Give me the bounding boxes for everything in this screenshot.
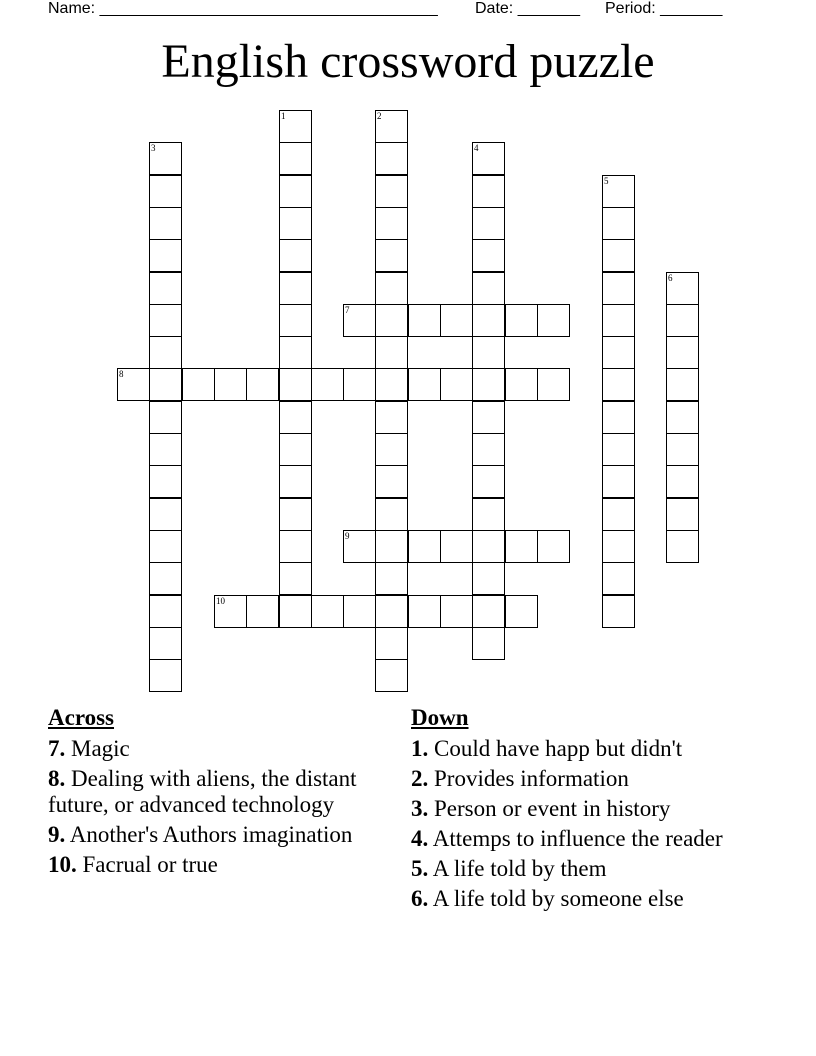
- clue-item: [411, 796, 751, 822]
- grid-cell[interactable]: [182, 368, 215, 401]
- grid-cell[interactable]: [472, 401, 505, 434]
- cell-number: 6: [668, 273, 673, 283]
- grid-cell[interactable]: [602, 498, 635, 531]
- grid-cell[interactable]: [375, 530, 408, 563]
- grid-cell[interactable]: [343, 595, 376, 628]
- clue-text: A life told by someone else: [432, 886, 684, 911]
- grid-cell[interactable]: [666, 401, 699, 434]
- grid-cell[interactable]: [279, 272, 312, 305]
- grid-cell[interactable]: [472, 207, 505, 240]
- grid-cell[interactable]: [375, 627, 408, 660]
- grid-cell[interactable]: [343, 530, 376, 563]
- grid-cell[interactable]: [279, 465, 312, 498]
- clue-number: 2.: [411, 766, 429, 791]
- period-field: Period: _______: [605, 0, 723, 17]
- cell-number: 1: [281, 111, 286, 121]
- grid-cell[interactable]: [602, 207, 635, 240]
- across-heading: Across: [48, 705, 115, 730]
- grid-cell[interactable]: [214, 368, 247, 401]
- clue-number: 7.: [48, 736, 66, 761]
- grid-cell[interactable]: [149, 368, 182, 401]
- grid-cell[interactable]: [279, 433, 312, 466]
- grid-cell[interactable]: [602, 368, 635, 401]
- grid-cell[interactable]: [537, 304, 570, 337]
- clue-item: [411, 856, 751, 882]
- cell-number: 9: [345, 531, 350, 541]
- grid-cell[interactable]: [375, 110, 408, 143]
- grid-cell[interactable]: [602, 530, 635, 563]
- clue-text: Could have happ but didn't: [434, 736, 683, 761]
- clue-item: [411, 826, 751, 852]
- down-clue-list: [411, 736, 751, 912]
- grid-cell[interactable]: [602, 465, 635, 498]
- grid-cell[interactable]: [666, 530, 699, 563]
- grid-cell[interactable]: [440, 304, 473, 337]
- clue-item: [411, 736, 751, 762]
- grid-cell[interactable]: [408, 304, 441, 337]
- grid-cell[interactable]: [505, 368, 538, 401]
- cell-number: 8: [119, 369, 124, 379]
- grid-cell[interactable]: [279, 110, 312, 143]
- grid-cell[interactable]: [149, 401, 182, 434]
- grid-cell[interactable]: [440, 530, 473, 563]
- cell-number: 5: [604, 176, 609, 186]
- grid-cell[interactable]: [311, 595, 344, 628]
- grid-cell[interactable]: [343, 304, 376, 337]
- grid-cell[interactable]: [472, 530, 505, 563]
- grid-cell[interactable]: [375, 562, 408, 595]
- grid-cell[interactable]: [149, 659, 182, 692]
- grid-cell[interactable]: [149, 142, 182, 175]
- name-field: Name: ______________________________________: [48, 0, 438, 17]
- grid-cell[interactable]: [149, 433, 182, 466]
- down-heading: Down: [411, 705, 469, 730]
- clue-number: 1.: [411, 736, 429, 761]
- clue-text: Another's Authors imagination: [69, 822, 353, 847]
- grid-cell[interactable]: [246, 595, 279, 628]
- cell-number: 3: [151, 143, 156, 153]
- cell-number: 10: [216, 596, 225, 606]
- grid-cell[interactable]: [375, 175, 408, 208]
- grid-cell[interactable]: [279, 595, 312, 628]
- grid-cell[interactable]: [472, 498, 505, 531]
- grid-cell[interactable]: [149, 239, 182, 272]
- grid-cell[interactable]: [537, 530, 570, 563]
- clue-number: 8.: [48, 766, 66, 791]
- grid-cell[interactable]: [149, 562, 182, 595]
- grid-cell[interactable]: [505, 530, 538, 563]
- grid-cell[interactable]: [149, 336, 182, 369]
- grid-cell[interactable]: [472, 562, 505, 595]
- clue-item: [411, 766, 751, 792]
- grid-cell[interactable]: [537, 368, 570, 401]
- grid-cell[interactable]: [666, 272, 699, 305]
- grid-cell[interactable]: [214, 595, 247, 628]
- grid-cell[interactable]: [375, 304, 408, 337]
- grid-cell[interactable]: [279, 142, 312, 175]
- grid-cell[interactable]: [472, 175, 505, 208]
- grid-cell[interactable]: [602, 562, 635, 595]
- grid-cell[interactable]: [505, 304, 538, 337]
- grid-cell[interactable]: [375, 498, 408, 531]
- grid-cell[interactable]: [602, 239, 635, 272]
- grid-cell[interactable]: [343, 368, 376, 401]
- grid-cell[interactable]: [472, 239, 505, 272]
- grid-cell[interactable]: [408, 530, 441, 563]
- grid-cell[interactable]: [666, 304, 699, 337]
- grid-cell[interactable]: [440, 595, 473, 628]
- grid-cell[interactable]: [279, 368, 312, 401]
- grid-cell[interactable]: [472, 595, 505, 628]
- across-clues: [48, 704, 378, 882]
- grid-cell[interactable]: [375, 272, 408, 305]
- grid-cell[interactable]: [149, 498, 182, 531]
- grid-cell[interactable]: [279, 207, 312, 240]
- grid-cell[interactable]: [375, 659, 408, 692]
- clue-item: [48, 736, 378, 762]
- page-title: English crossword puzzle: [161, 35, 655, 88]
- grid-cell[interactable]: [472, 336, 505, 369]
- clue-number: 3.: [411, 796, 429, 821]
- grid-cell[interactable]: [149, 530, 182, 563]
- grid-cell[interactable]: [440, 368, 473, 401]
- grid-cell[interactable]: [149, 272, 182, 305]
- grid-cell[interactable]: [149, 175, 182, 208]
- grid-cell[interactable]: [666, 465, 699, 498]
- grid-cell[interactable]: [602, 272, 635, 305]
- clue-text: Facrual or true: [82, 852, 218, 877]
- grid-cell[interactable]: [472, 142, 505, 175]
- grid-cell[interactable]: [472, 368, 505, 401]
- clue-text: Dealing with aliens, the distant future, or advanced technology: [48, 766, 357, 817]
- grid-cell[interactable]: [666, 368, 699, 401]
- clue-number: 4.: [411, 826, 429, 851]
- grid-cell[interactable]: [117, 368, 150, 401]
- clue-text: Provides information: [434, 766, 629, 791]
- grid-cell[interactable]: [472, 433, 505, 466]
- grid-cell[interactable]: [666, 498, 699, 531]
- grid-cell[interactable]: [666, 336, 699, 369]
- grid-cell[interactable]: [279, 562, 312, 595]
- grid-cell[interactable]: [602, 401, 635, 434]
- grid-cell[interactable]: [602, 175, 635, 208]
- grid-cell[interactable]: [279, 530, 312, 563]
- grid-cell[interactable]: [246, 368, 279, 401]
- grid-cell[interactable]: [408, 595, 441, 628]
- grid-cell[interactable]: [375, 465, 408, 498]
- clue-number: 9.: [48, 822, 66, 847]
- grid-cell[interactable]: [472, 465, 505, 498]
- clue-text: Attemps to influence the reader: [432, 826, 723, 851]
- clue-item: [48, 852, 378, 878]
- grid-cell[interactable]: [279, 175, 312, 208]
- grid-cell[interactable]: [375, 401, 408, 434]
- grid-cell[interactable]: [279, 336, 312, 369]
- grid-cell[interactable]: [375, 336, 408, 369]
- grid-cell[interactable]: [279, 498, 312, 531]
- down-clues: [411, 704, 751, 916]
- grid-cell[interactable]: [149, 627, 182, 660]
- cell-number: 7: [345, 305, 350, 315]
- clue-number: 6.: [411, 886, 429, 911]
- grid-cell[interactable]: [602, 304, 635, 337]
- cell-number: 4: [474, 143, 479, 153]
- grid-cell[interactable]: [602, 433, 635, 466]
- grid-cell[interactable]: [375, 239, 408, 272]
- grid-cell[interactable]: [311, 368, 344, 401]
- clue-text: Magic: [71, 736, 130, 761]
- grid-cell[interactable]: [149, 207, 182, 240]
- grid-cell[interactable]: [472, 304, 505, 337]
- cell-number: 2: [377, 111, 382, 121]
- grid-cell[interactable]: [149, 595, 182, 628]
- clue-item: [48, 822, 378, 848]
- grid-cell[interactable]: [408, 368, 441, 401]
- clue-item: [411, 886, 751, 912]
- date-field: Date: _______: [475, 0, 580, 17]
- clue-number: 10.: [48, 852, 77, 877]
- clue-item: [48, 766, 378, 818]
- grid-cell[interactable]: [375, 595, 408, 628]
- grid-cell[interactable]: [602, 595, 635, 628]
- grid-cell[interactable]: [149, 304, 182, 337]
- grid-cell[interactable]: [375, 142, 408, 175]
- clue-text: Person or event in history: [434, 796, 671, 821]
- grid-cell[interactable]: [149, 465, 182, 498]
- grid-cell[interactable]: [602, 336, 635, 369]
- grid-cell[interactable]: [375, 368, 408, 401]
- grid-cell[interactable]: [375, 207, 408, 240]
- grid-cell[interactable]: [375, 433, 408, 466]
- clue-number: 5.: [411, 856, 429, 881]
- grid-cell[interactable]: [279, 304, 312, 337]
- grid-cell[interactable]: [279, 239, 312, 272]
- clue-text: A life told by them: [432, 856, 607, 881]
- grid-cell[interactable]: [666, 433, 699, 466]
- across-clue-list: [48, 736, 378, 878]
- grid-cell[interactable]: [472, 272, 505, 305]
- grid-cell[interactable]: [505, 595, 538, 628]
- grid-cell[interactable]: [472, 627, 505, 660]
- grid-cell[interactable]: [279, 401, 312, 434]
